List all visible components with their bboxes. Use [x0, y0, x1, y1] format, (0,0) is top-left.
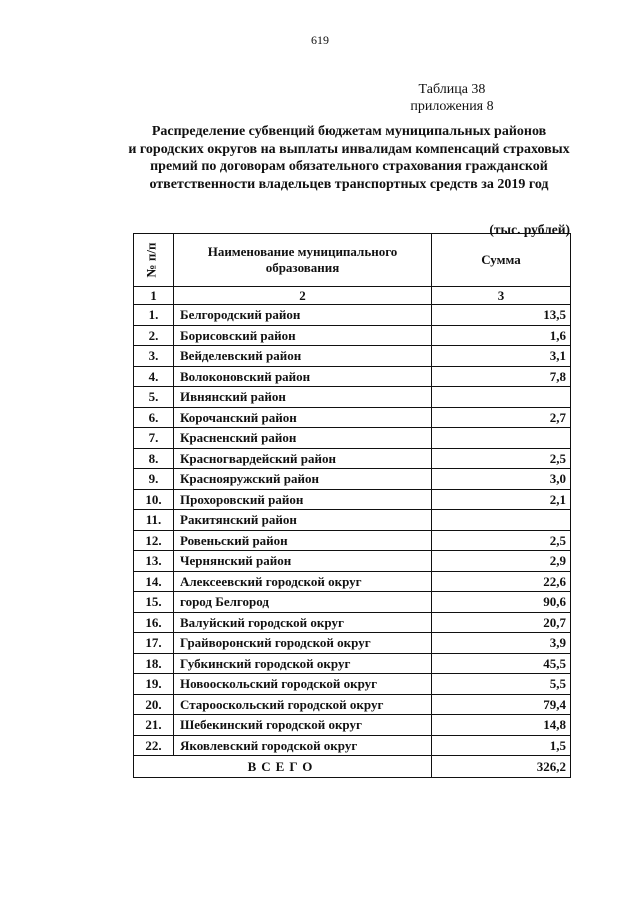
row-number: 12. — [134, 530, 174, 551]
row-name: город Белгород — [174, 592, 432, 613]
table-row — [134, 674, 571, 695]
header-number-label: № п/п — [143, 242, 159, 278]
table-ref-line-2: приложения 8 — [410, 99, 494, 114]
row-number: 11. — [134, 510, 174, 531]
table-row — [134, 592, 571, 613]
row-number: 13. — [134, 551, 174, 572]
row-number: 14. — [134, 571, 174, 592]
row-name: Новооскольский городской округ — [174, 674, 432, 695]
row-name: Грайворонский городской округ — [174, 633, 432, 654]
row-name: Краснояружский район — [174, 469, 432, 490]
row-number: 18. — [134, 653, 174, 674]
table-row — [134, 694, 571, 715]
column-number-2: 2 — [174, 287, 432, 305]
table-row — [134, 510, 571, 531]
header-number — [134, 234, 174, 287]
row-number: 21. — [134, 715, 174, 736]
row-name: Красногвардейский район — [174, 448, 432, 469]
row-sum: 13,5 — [432, 305, 571, 326]
table-ref-line-1: Таблица 38 — [418, 82, 486, 97]
row-name: Вейделевский район — [174, 346, 432, 367]
table-row — [134, 612, 571, 633]
row-name: Чернянский район — [174, 551, 432, 572]
subvention-table — [133, 233, 571, 778]
row-number: 8. — [134, 448, 174, 469]
row-number: 19. — [134, 674, 174, 695]
row-sum: 1,5 — [432, 735, 571, 756]
row-number: 9. — [134, 469, 174, 490]
row-name: Шебекинский городской округ — [174, 715, 432, 736]
row-name: Корочанский район — [174, 407, 432, 428]
column-number-3: 3 — [432, 287, 571, 305]
row-name: Прохоровский район — [174, 489, 432, 510]
table-row — [134, 633, 571, 654]
row-number: 1. — [134, 305, 174, 326]
row-sum: 7,8 — [432, 366, 571, 387]
row-sum: 3,0 — [432, 469, 571, 490]
document-title — [105, 123, 593, 193]
row-sum: 3,9 — [432, 633, 571, 654]
table-reference — [392, 81, 512, 115]
column-number-1: 1 — [134, 287, 174, 305]
table-row — [134, 407, 571, 428]
row-sum: 3,1 — [432, 346, 571, 367]
row-sum — [432, 510, 571, 531]
table-body — [134, 234, 571, 778]
row-sum: 45,5 — [432, 653, 571, 674]
row-name: Белгородский район — [174, 305, 432, 326]
table-row — [134, 653, 571, 674]
row-sum: 2,9 — [432, 551, 571, 572]
table-row — [134, 530, 571, 551]
table-row — [134, 305, 571, 326]
row-name: Алексеевский городской округ — [174, 571, 432, 592]
row-number: 5. — [134, 387, 174, 408]
row-sum: 2,5 — [432, 530, 571, 551]
table-row — [134, 715, 571, 736]
header-name: Наименование муниципального образования — [174, 234, 432, 287]
table-row — [134, 428, 571, 449]
row-name: Волоконовский район — [174, 366, 432, 387]
title-line-4: ответственности владельцев транспортных средств за 2019 год — [149, 176, 549, 192]
row-sum: 14,8 — [432, 715, 571, 736]
row-sum: 90,6 — [432, 592, 571, 613]
page-number: 619 — [311, 33, 329, 47]
row-name: Борисовский район — [174, 325, 432, 346]
table-row — [134, 551, 571, 572]
row-sum: 2,1 — [432, 489, 571, 510]
row-number: 7. — [134, 428, 174, 449]
row-sum: 5,5 — [432, 674, 571, 695]
row-number: 15. — [134, 592, 174, 613]
row-sum — [432, 428, 571, 449]
row-number: 17. — [134, 633, 174, 654]
row-number: 4. — [134, 366, 174, 387]
row-name: Ракитянский район — [174, 510, 432, 531]
row-number: 22. — [134, 735, 174, 756]
row-sum — [432, 387, 571, 408]
row-sum: 20,7 — [432, 612, 571, 633]
table-row — [134, 448, 571, 469]
column-number-row — [134, 287, 571, 305]
row-number: 6. — [134, 407, 174, 428]
header-sum: Сумма — [432, 234, 571, 287]
row-number: 16. — [134, 612, 174, 633]
total-row — [134, 756, 571, 778]
table-row — [134, 735, 571, 756]
total-sum: 326,2 — [432, 756, 571, 778]
total-label: ВСЕГО — [134, 756, 432, 778]
table-row — [134, 387, 571, 408]
row-name: Старооскольский городской округ — [174, 694, 432, 715]
table-row — [134, 325, 571, 346]
row-number: 20. — [134, 694, 174, 715]
row-name: Красненский район — [174, 428, 432, 449]
table-row — [134, 469, 571, 490]
row-sum: 2,5 — [432, 448, 571, 469]
row-name: Ровеньский район — [174, 530, 432, 551]
table-row — [134, 366, 571, 387]
row-sum: 2,7 — [432, 407, 571, 428]
table-row — [134, 346, 571, 367]
row-number: 2. — [134, 325, 174, 346]
row-sum: 22,6 — [432, 571, 571, 592]
row-name: Валуйский городской округ — [174, 612, 432, 633]
title-line-3: премий по договорам обязательного страхования гражданской — [150, 159, 548, 174]
row-number: 10. — [134, 489, 174, 510]
table-row — [134, 489, 571, 510]
row-sum: 1,6 — [432, 325, 571, 346]
row-number: 3. — [134, 346, 174, 367]
table-row — [134, 571, 571, 592]
table-header-row — [134, 234, 571, 287]
row-name: Ивнянский район — [174, 387, 432, 408]
title-line-1: Распределение субвенций бюджетам муниципальных районов — [151, 124, 547, 139]
row-name: Губкинский городской округ — [174, 653, 432, 674]
title-line-2: и городских округов на выплаты инвалидам компенсаций страховых — [128, 141, 570, 157]
row-sum: 79,4 — [432, 694, 571, 715]
units-label: (тыс. рублей) — [489, 222, 570, 237]
row-name: Яковлевский городской округ — [174, 735, 432, 756]
